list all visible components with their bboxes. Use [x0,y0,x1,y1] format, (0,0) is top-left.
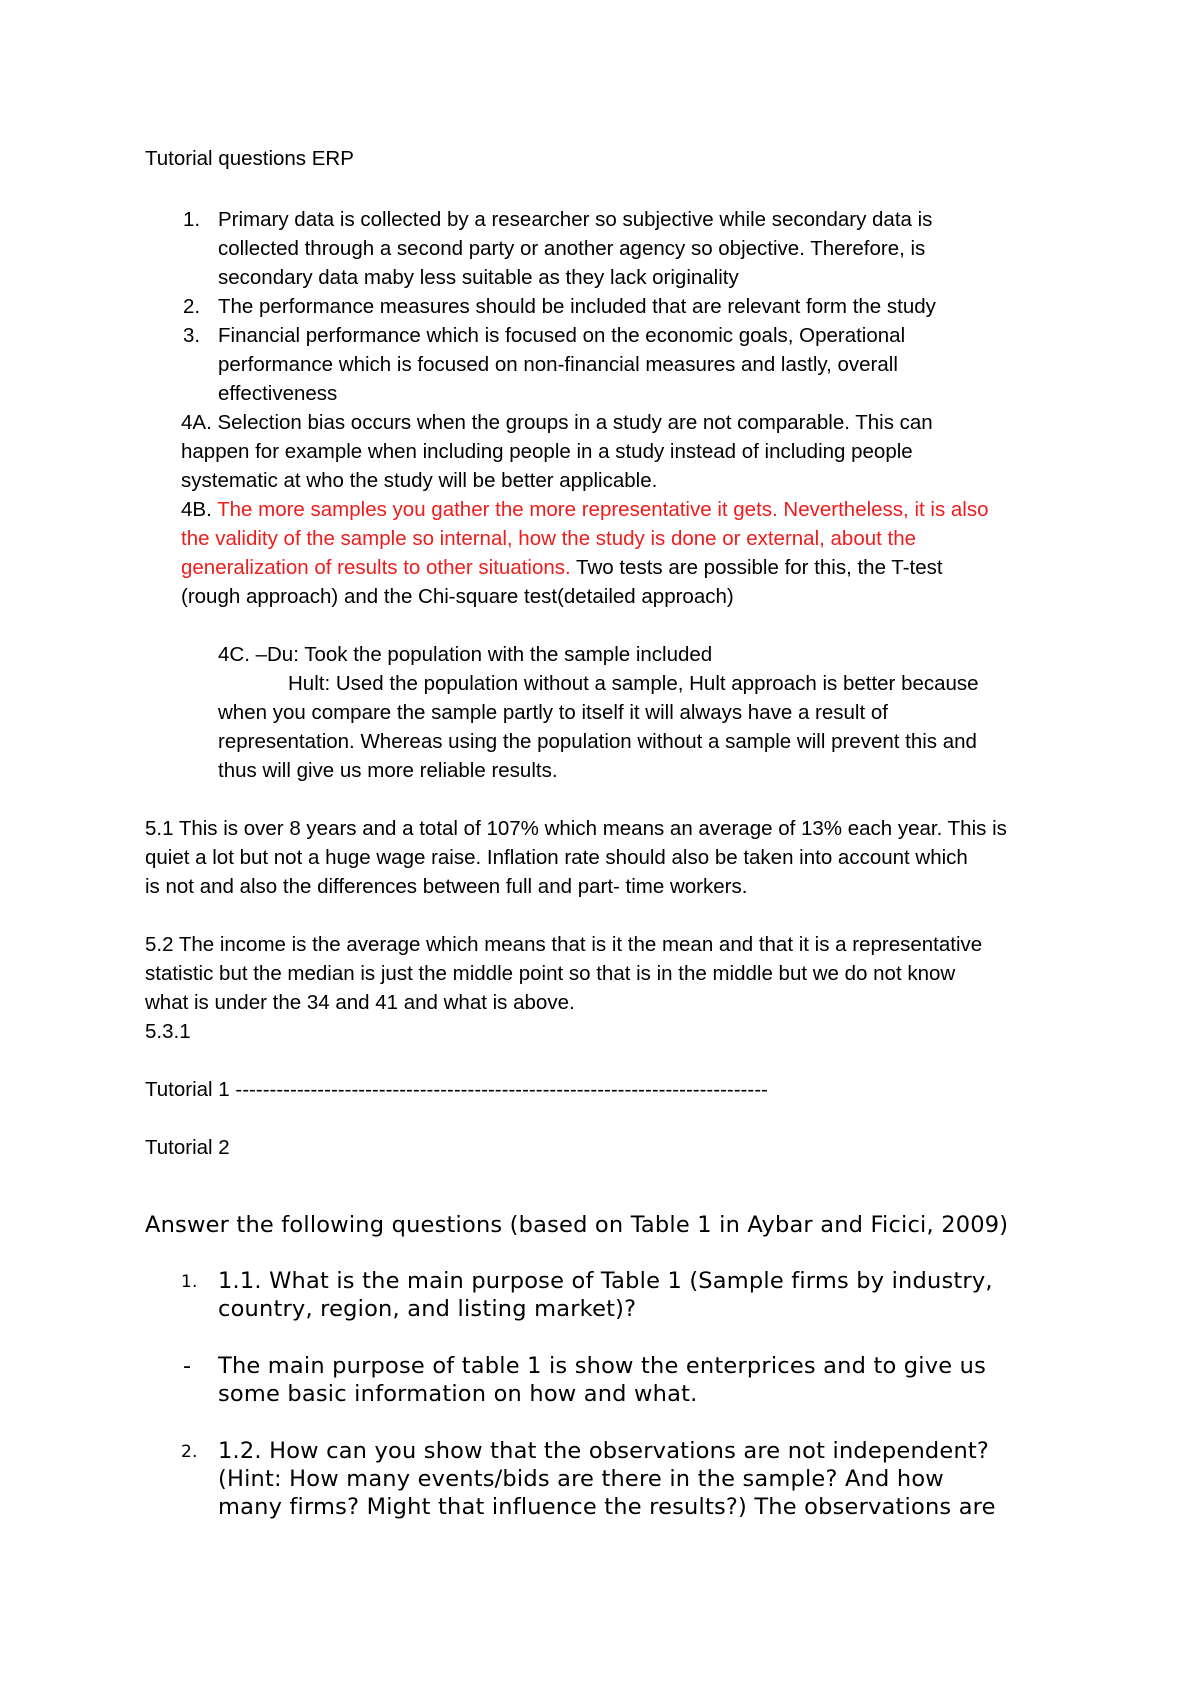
answer-5-1-line: is not and also the differences between full and part- time workers. [145,875,748,898]
list-item-line: collected through a second party or another agency so objective. Therefore, is [218,237,926,260]
list-item-line: The performance measures should be included that are relevant form the study [218,295,936,318]
list-item-line: performance which is focused on non-financial measures and lastly, overall [218,353,898,376]
list-item-line: Primary data is collected by a researcher so subjective while secondary data is [218,208,933,231]
list-item-line: effectiveness [218,382,338,405]
list-number: 2. [181,1442,198,1462]
answer-line: some basic information on how and what. [218,1381,698,1407]
answer-4a-line: happen for example when including people in a study instead of including people [181,440,913,463]
list-item-line: secondary data maby less suitable as they lack originality [218,266,739,289]
answer-4a-line: 4A. Selection bias occurs when the groups in a study are not comparable. This can [181,411,933,434]
highlighted-red-text: the validity of the sample so internal, how the study is done or external, about the [181,527,917,550]
answer-4b-line [181,553,943,582]
answer-4c-line: 4C. –Du: Took the population with the sample included [218,643,713,666]
section-heading: Answer the following questions (based on Table 1 in Aybar and Ficici, 2009) [145,1212,1009,1238]
answer-5-2-line: 5.2 The income is the average which means that is it the mean and that it is a representative [145,933,983,956]
question-line: country, region, and listing market)? [218,1296,637,1322]
answer-5-2-line: what is under the 34 and 41 and what is above. [145,991,575,1014]
answer-5-1-line: 5.1 This is over 8 years and a total of 107% which means an average of 13% each year. This is [145,817,1007,840]
list-number: 1. [181,1272,198,1292]
answer-5-1-line: quiet a lot but not a huge wage raise. Inflation rate should also be taken into account which [145,846,968,869]
list-dash: - [183,1353,192,1379]
answer-4c-line: thus will give us more reliable results. [218,759,558,782]
list-number: 1. [183,208,201,231]
list-number: 2. [183,295,201,318]
answer-4c-line: representation. Whereas using the population without a sample will prevent this and [218,730,977,753]
tutorial-2-heading: Tutorial 2 [145,1136,230,1159]
highlighted-red-text: The more samples you gather the more representative it gets. Nevertheless, it is also [217,498,989,521]
document-title: Tutorial questions ERP [145,147,354,170]
question-line: many firms? Might that influence the results?) The observations are [218,1494,996,1520]
question-line: (Hint: How many events/bids are there in the sample? And how [218,1466,944,1492]
list-number: 3. [183,324,201,347]
question-line: 1.2. How can you show that the observations are not independent? [218,1438,990,1464]
answer-4b-line: (rough approach) and the Chi-square test(detailed approach) [181,585,734,608]
answer-4b-text: Two tests are possible for this, the T-test [570,556,943,579]
answer-line: The main purpose of table 1 is show the enterprices and to give us [218,1353,987,1379]
highlighted-red-text: generalization of results to other situations. [181,556,571,579]
question-line: 1.1. What is the main purpose of Table 1 (Sample firms by industry, [218,1268,993,1294]
answer-4c-line: Hult: Used the population without a sample, Hult approach is better because [288,672,979,695]
answer-5-3-1-label: 5.3.1 [145,1020,191,1043]
answer-4a-line: systematic at who the study will be better applicable. [181,469,658,492]
list-item-line: Financial performance which is focused on the economic goals, Operational [218,324,906,347]
answer-4c-line: when you compare the sample partly to itself it will always have a result of [218,701,888,724]
answer-4b-line [181,495,989,524]
tutorial-1-divider: Tutorial 1 ------------------------------------------------------------------------------ [145,1078,768,1101]
answer-4b-label: 4B. [181,498,218,521]
answer-5-2-line: statistic but the median is just the middle point so that is in the middle but we do not know [145,962,956,985]
